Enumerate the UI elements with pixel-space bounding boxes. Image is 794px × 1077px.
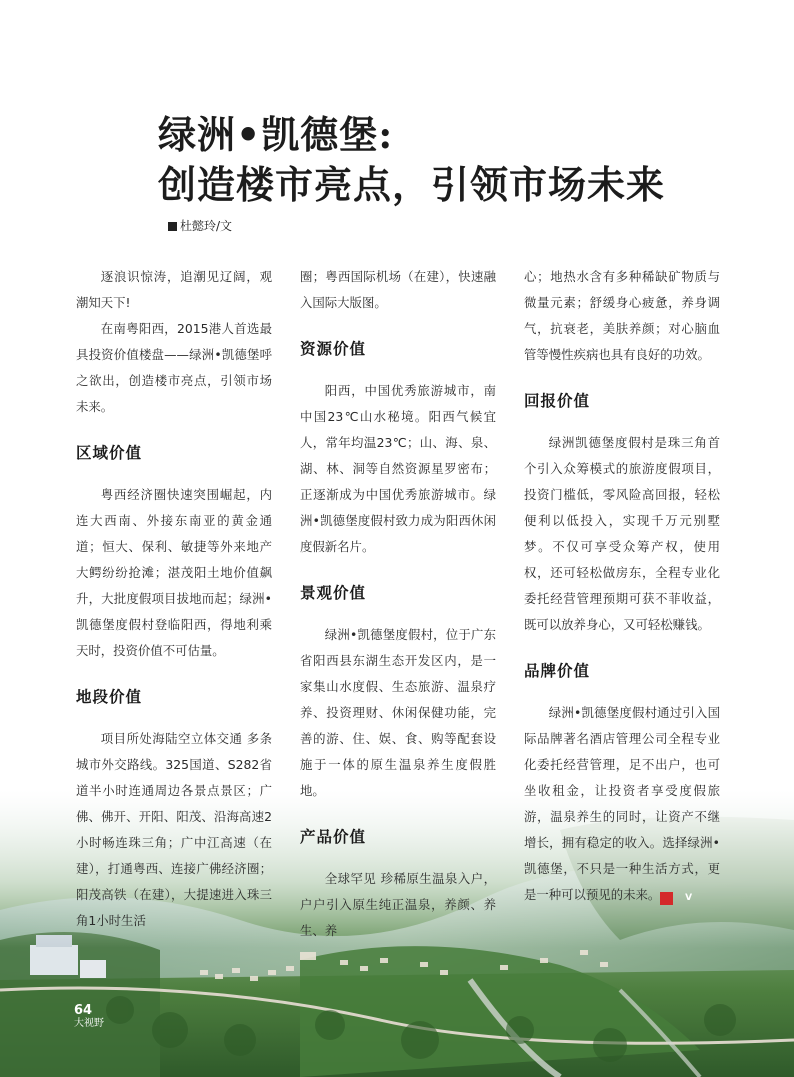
paragraph-text: 绿洲•凯德堡度假村通过引入国际品牌著名酒店管理公司全程专业化委托经营管理，足不出户，也可坐收租金，让投资者享受度假旅游，温泉养生的同时，让资产不继增长，拥有稳定的收入。选择绿洲•凯德堡，不只是一种生活方式，更是一种可以预见的未来。 — [524, 705, 720, 902]
section-heading-diduan: 地段价值 — [76, 688, 143, 706]
column-1 — [76, 264, 272, 934]
byline — [168, 217, 232, 234]
square-bullet-icon — [168, 222, 177, 231]
paragraph: 阳西，中国优秀旅游城市，南中国23℃山水秘境。阳西气候宜人，常年均温23℃；山、海、泉、湖、林、洞等自然资源星罗密布；正逐渐成为中国优秀旅游城市。绿洲•凯德堡度假村致力成为阳西休闲度假新名片。 — [300, 383, 496, 554]
page-footer — [74, 1004, 104, 1030]
end-mark-icon: V — [660, 892, 673, 905]
title-line-1: 绿洲•凯德堡: — [158, 112, 394, 157]
author: 杜懿玲/文 — [180, 219, 233, 233]
paragraph: 全球罕见 珍稀原生温泉入户，户户引入原生纯正温泉，养颜、养生、养 — [300, 871, 496, 938]
section-heading-chanpin: 产品价值 — [300, 828, 367, 846]
paragraph — [524, 700, 720, 908]
paragraph: 在南粤阳西，2015港人首选最具投资价值楼盘——绿洲•凯德堡呼之欲出，创造楼市亮点，引领市场未来。 — [76, 321, 272, 414]
paragraph: 心；地热水含有多种稀缺矿物质与微量元素；舒缓身心疲惫，养身调气，抗衰老，美肤养颜；对心脑血管等慢性疾病也具有良好的功效。 — [524, 269, 720, 362]
paragraph: 逐浪识惊涛，追潮见辽阔，观潮知天下! — [76, 269, 272, 310]
column-2 — [300, 264, 496, 944]
paragraph: 绿洲•凯德堡度假村，位于广东省阳西县东湖生态开发区内，是一家集山水度假、生态旅游、温泉疗养、投资理财、休闲保健功能，完善的游、住、娱、食、购等配套设施于一体的原生温泉养生度假胜地。 — [300, 627, 496, 798]
section-heading-jingguan: 景观价值 — [300, 584, 367, 602]
paragraph: 绿洲凯德堡度假村是珠三角首个引入众筹模式的旅游度假项目，投资门槛低，零风险高回报，轻松便利以低投入，实现千万元别墅梦。不仅可享受众筹产权，使用权，还可轻松做房东，全程专业化委托经营管理预期可获不菲收益，既可以放养身心，又可轻松赚钱。 — [524, 435, 720, 632]
section-heading-pinpai: 品牌价值 — [524, 662, 591, 680]
paragraph: 圈；粤西国际机场（在建），快速融入国际大版图。 — [300, 269, 496, 310]
section-heading-ziyuan: 资源价值 — [300, 340, 367, 358]
title-line-2: 创造楼市亮点，引领市场未来 — [158, 162, 666, 207]
section-heading-huibao: 回报价值 — [524, 392, 591, 410]
paragraph: 项目所处海陆空立体交通 多条城市外交路线。325国道、S282省道半小时连通周边各景点景区；广佛、佛开、开阳、阳茂、沿海高速2小时畅连珠三角；广中江高速（在建），打通粤西、连接广佛经济圈；阳茂高铁（在建），大提速进入珠三角1小时生活 — [76, 731, 272, 928]
magazine-name: 大视野 — [74, 1018, 104, 1029]
column-3 — [524, 264, 720, 908]
paragraph: 粤西经济圈快速突围崛起，内连大西南、外接东南亚的黄金通道；恒大、保利、敏捷等外来地产大鳄纷纷抢滩；湛茂阳土地价值飙升，大批度假项目拔地而起；绿洲•凯德堡度假村登临阳西，得地利乘天时，投资价值不可估量。 — [76, 487, 272, 658]
section-heading-quyu: 区域价值 — [76, 444, 143, 462]
page-number: 64 — [74, 1003, 93, 1018]
article-title — [158, 110, 678, 210]
